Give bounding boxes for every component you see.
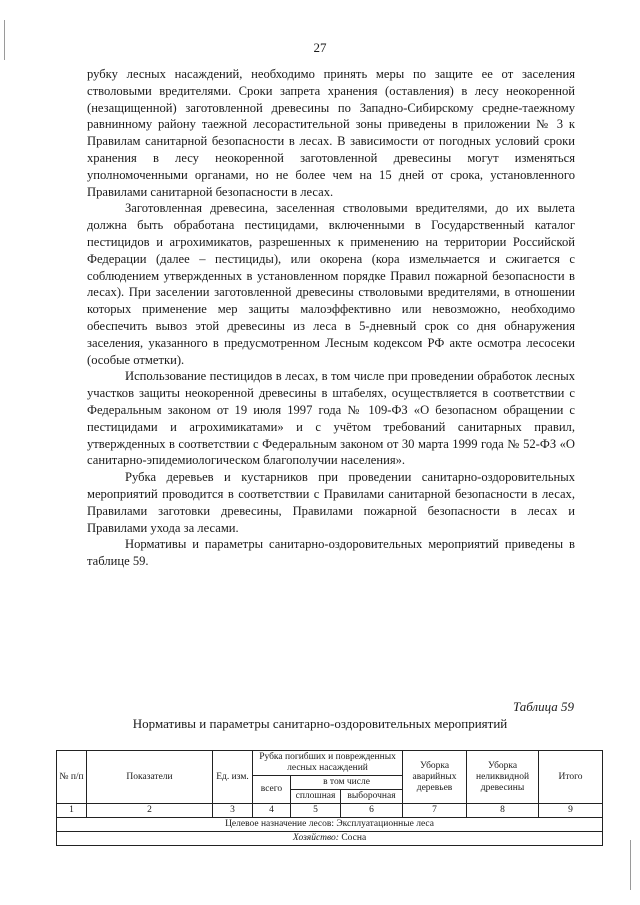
col-selective-header: выборочная	[341, 790, 403, 804]
column-number: 8	[467, 804, 539, 818]
col-clear-header: сплошная	[291, 790, 341, 804]
column-number: 9	[539, 804, 603, 818]
col-emergency-header: Уборка аварийных деревьев	[403, 751, 467, 804]
col-illiquid-header: Уборка неликвидной древесины	[467, 751, 539, 804]
column-number: 6	[341, 804, 403, 818]
farm-label: Хозяйство:	[292, 833, 339, 843]
body-text	[87, 66, 575, 570]
col-including-header: в том числе	[291, 776, 403, 790]
column-number: 4	[253, 804, 291, 818]
col-no-header: № п/п	[57, 751, 87, 804]
column-number: 1	[57, 804, 87, 818]
paragraph: Использование пестицидов в лесах, в том числе при проведении обработок лесных участков защиты неокоренной древесины в штабелях, осуществляется в соответствии с Федеральным законом от 19 июля 1997 года № 109-ФЗ «О безопасном обращении с пестицидами и агрохимикатами» и с учётом требований санитарных правил, утвержденных в соответствии с Федеральным законом от 30 марта 1999 года № 52-ФЗ «О санитарно-эпидемиологическом благополучии населения».	[87, 369, 575, 468]
col-felling-header: Рубка погибших и поврежденных лесных насаждений	[253, 751, 403, 776]
col-total-header: всего	[253, 776, 291, 804]
paragraph: Нормативы и параметры санитарно-оздоровительных мероприятий приведены в таблице 59.	[87, 537, 575, 569]
norms-table	[56, 750, 603, 846]
farm-value: Сосна	[341, 833, 367, 843]
farm-row	[57, 832, 603, 846]
column-number: 5	[291, 804, 341, 818]
col-indicators-header: Показатели	[87, 751, 213, 804]
col-sum-header: Итого	[539, 751, 603, 804]
table-title: Нормативы и параметры санитарно-оздоровительных мероприятий	[132, 716, 508, 731]
purpose-label: Целевое назначение лесов:	[225, 819, 334, 829]
scan-edge-mark	[4, 20, 5, 60]
purpose-value: Эксплуатационные леса	[336, 819, 434, 829]
purpose-cell	[57, 818, 603, 832]
column-number: 2	[87, 804, 213, 818]
paragraph: Заготовленная древесина, заселенная стволовыми вредителями, до их вылета должна быть обработана пестицидами, включенными в Государственный каталог пестицидов и агрохимикатов, разрешенных к применению на территории Российской Федерации (далее – пестициды), или окорена (кора измельчается и сжигается с соблюдением утвержденных в установленном порядке Правил пожарной безопасности в лесах). При заселении заготовленной древесины стволовыми вредителями, в отношении которых применение мер защиты малоэффективно или невозможно, необходимо обеспечить вывоз этой древесины из леса в 5-дневный срок со дня обнаружения заселения, указанного в предусмотренном Лесным кодексом РФ акте осмотра лесосеки (особые отметки).	[87, 201, 575, 367]
column-number: 3	[213, 804, 253, 818]
purpose-row	[57, 818, 603, 832]
farm-cell	[57, 832, 603, 846]
paragraph: Рубка деревьев и кустарников при проведении санитарно-оздоровительных мероприятий проводится в соответствии с Правилами санитарной безопасности в лесах, Правилами заготовки древесины, Правилами пожарной безопасности в лесах и Правилами ухода за лесами.	[87, 470, 575, 535]
paragraph: рубку лесных насаждений, необходимо принять меры по защите ее от заселения стволовыми вредителями. Сроки запрета хранения (оставления) в лесу неокоренной (незащищенной) заготовленной древесины по Западно-Сибирскому средне-таежному равнинному району таежной лесорастительной зоны приведены в приложении № 3 к Правилам санитарной безопасности в лесах. В зависимости от погодных условий сроки хранения в лесу неокоренной заготовленной древесины могут изменяться уполномоченными органами, но не более чем на 15 дней от срока, установленного Правилами санитарной безопасности в лесах.	[87, 67, 575, 199]
column-number: 7	[403, 804, 467, 818]
page-number: 27	[313, 40, 327, 55]
col-unit-header: Ед. изм.	[213, 751, 253, 804]
table-header-row	[57, 751, 603, 776]
table-label: Таблица 59	[512, 699, 574, 714]
column-number-row	[57, 804, 603, 818]
scan-edge-mark	[630, 840, 631, 890]
